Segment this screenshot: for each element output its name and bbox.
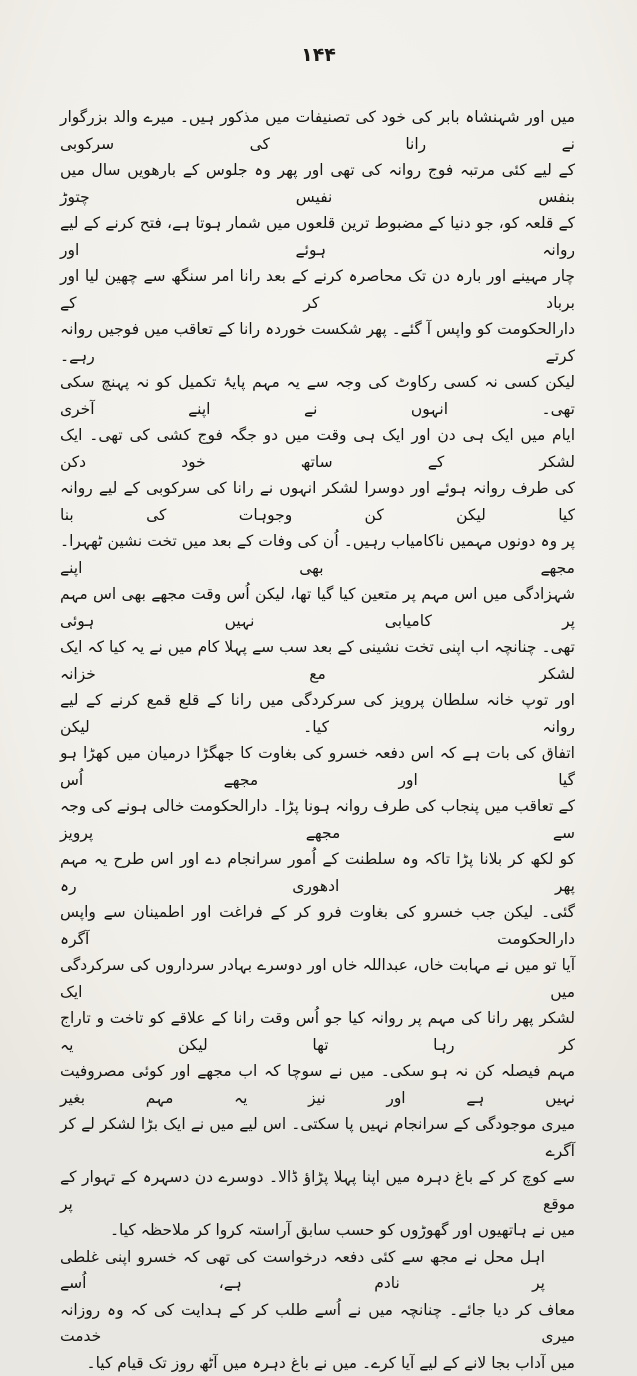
text-line: لشکر پھر رانا کی مہم پر روانہ کیا جو اُس وقت رانا کے علاقے کو تاخت و تاراج کر رہا تھا لیکن یہ	[60, 1005, 575, 1058]
text-line: آیا تو میں نے مہابت خاں، عبداللہ خاں اور دوسرے بہادر سرداروں کی سرکردگی میں ایک	[60, 952, 575, 1005]
text-line: سے کوچ کر کے باغ دہرہ میں اپنا پہلا پڑاؤ ڈالا۔ دوسرے دن دسہرہ کے تہوار کے موقع پر	[60, 1164, 575, 1217]
text-line: مہم فیصلہ کن نہ ہو سکی۔ میں نے سوچا کہ اب مجھے اور کوئی مصروفیت نہیں ہے اور نیز یہ مہم بغیر	[60, 1058, 575, 1111]
text-line: کے تعاقب میں پنجاب کی طرف روانہ ہونا پڑا۔ دارالحکومت خالی ہونے کی وجہ سے مجھے پرویز	[60, 793, 575, 846]
text-line: دارالحکومت کو واپس آ گئے۔ پھر شکست خوردہ رانا کے تعاقب میں فوجیں روانہ کرتے رہے۔	[60, 316, 575, 369]
page-number: ۱۴۴	[0, 44, 637, 66]
text-line: میں آداب بجا لانے کے لیے آیا کرے۔ میں نے باغ دہرہ میں آٹھ روز تک قیام کیا۔	[60, 1350, 575, 1376]
text-line: اتفاق کی بات ہے کہ اس دفعہ خسرو کی بغاوت کا جھگڑا درمیان میں کھڑا ہو گیا اور مجھے اُس	[60, 740, 575, 793]
text-line: پر وہ دونوں مہمیں ناکامیاب رہیں۔ اُن کی وفات کے بعد میں تخت نشین ٹھہرا۔ مجھے بھی اپنے	[60, 528, 575, 581]
text-line: میں اور شہنشاہ بابر کی خود کی تصنیفات میں مذکور ہیں۔ میرے والد بزرگوار نے رانا کی سرکوبی	[60, 104, 575, 157]
text-line: شہزادگی میں اس مہم پر متعین کیا گیا تھا، لیکن اُس وقت مجھے بھی اس مہم پر کامیابی نہیں ہوئی	[60, 581, 575, 634]
page-text	[60, 104, 575, 1376]
text-line: کی طرف روانہ ہوئے اور دوسرا لشکر انہوں نے رانا کی سرکوبی کے لیے روانہ کیا لیکن کن وجوہات کی بنا	[60, 475, 575, 528]
text-line: تھی۔ چنانچہ اب اپنی تخت نشینی کے بعد سب سے پہلا کام میں نے یہ کیا کہ ایک لشکر مع خزانہ	[60, 634, 575, 687]
text-line: کو لکھ کر بلانا پڑا تاکہ وہ سلطنت کے اُمور سرانجام دے اور اس طرح یہ مہم پھر ادھوری رہ	[60, 846, 575, 899]
text-line: معاف کر دیا جائے۔ چنانچہ میں نے اُسے طلب کر کے ہدایت کی کہ وہ روزانہ میری خدمت	[60, 1297, 575, 1350]
text-line: گئی۔ لیکن جب خسرو کی بغاوت فرو کر کے فراغت اور اطمینان سے واپس دارالحکومت آگرہ	[60, 899, 575, 952]
text-line: میں نے ہاتھیوں اور گھوڑوں کو حسب سابق آراستہ کروا کر ملاحظہ کیا۔	[60, 1217, 575, 1244]
text-line: لیکن کسی نہ کسی رکاوٹ کی وجہ سے یہ مہم پایۂ تکمیل کو نہ پہنچ سکی تھی۔ انہوں نے اپنے آخری	[60, 369, 575, 422]
text-line: چار مہینے اور بارہ دن تک محاصرہ کرنے کے بعد رانا امر سنگھ سے چھین لیا اور برباد کر کے	[60, 263, 575, 316]
text-line: کے قلعہ کو، جو دنیا کے مضبوط ترین قلعوں میں شمار ہوتا ہے، فتح کرنے کے لیے روانہ ہوئے اور	[60, 210, 575, 263]
text-line: میری موجودگی کے سرانجام نہیں پا سکتی۔ اس لیے میں نے ایک بڑا لشکر لے کر آگرے	[60, 1111, 575, 1164]
text-line: کے لیے کئی مرتبہ فوج روانہ کی تھی اور پھر وہ جلوس کے بارھویں سال میں بنفس نفیس چتوڑ	[60, 157, 575, 210]
text-line: ایام میں ایک ہی دن اور ایک ہی وقت میں دو جگہ فوج کشی کی تھی۔ ایک لشکر کے ساتھ خود دکن	[60, 422, 575, 475]
text-line: اور توپ خانہ سلطان پرویز کی سرکردگی میں رانا کے قلع قمع کرنے کے لیے روانہ کیا۔ لیکن	[60, 687, 575, 740]
text-line: اہل محل نے مجھ سے کئی دفعہ درخواست کی تھی کہ خسرو اپنی غلطی پر نادم ہے، اُسے	[60, 1244, 575, 1297]
